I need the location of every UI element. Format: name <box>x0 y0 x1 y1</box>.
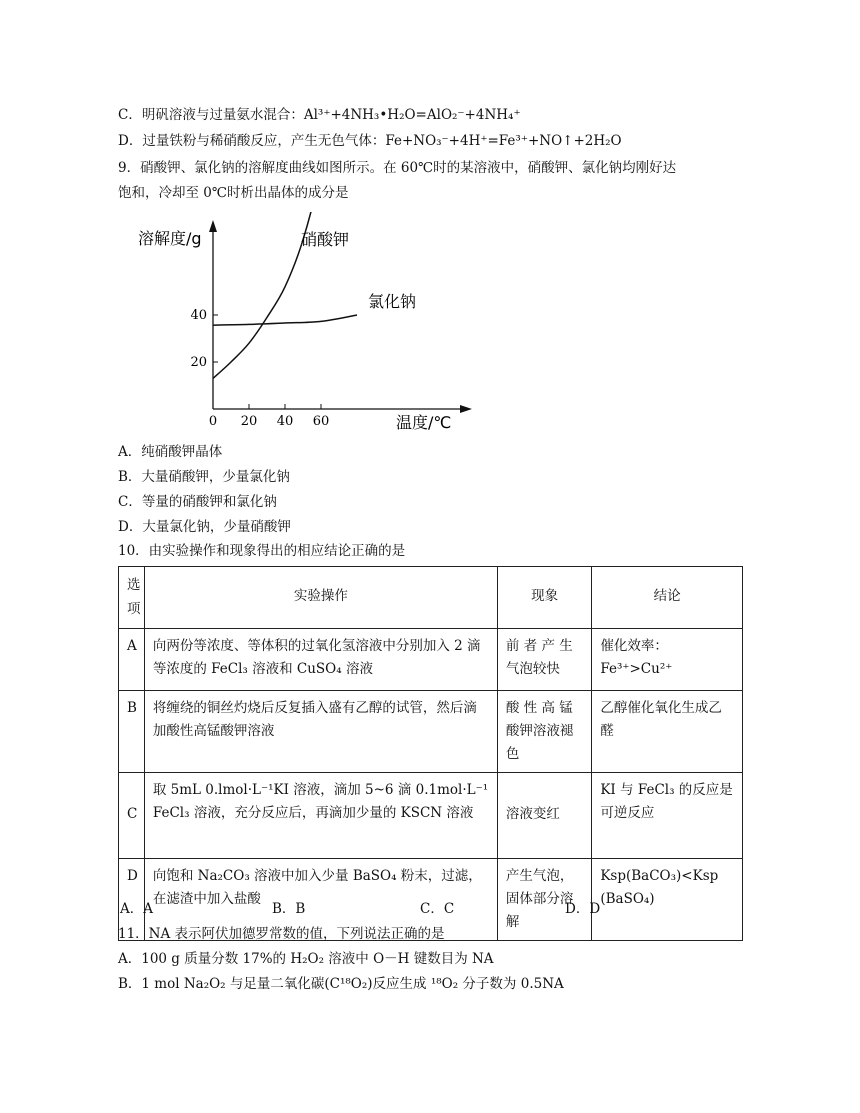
chart-ticks <box>190 308 329 429</box>
q9-option-b: B．大量硝酸钾，少量氯化钠 <box>118 469 290 485</box>
row-conclusion: KI 与 FeCl₃ 的反应是可逆反应 <box>592 773 743 859</box>
q11-stem: 11．NA 表示阿伏加德罗常数的值，下列说法正确的是 <box>118 926 445 942</box>
q11-option-b: B．1 mol Na₂O₂ 与足量二氧化碳(C¹⁸O₂)反应生成 ¹⁸O₂ 分子数为 0.5NA <box>118 976 564 992</box>
q10-stem: 10．由实验操作和现象得出的相应结论正确的是 <box>118 543 406 559</box>
series-label-kno3: 硝酸钾 <box>301 230 350 249</box>
row-option: D <box>119 859 145 941</box>
row-conclusion: 乙醇催化氧化生成乙醛 <box>592 691 743 773</box>
solubility-chart <box>118 212 478 434</box>
header-conclusion: 结论 <box>592 567 743 629</box>
q8-option-d <box>118 131 622 151</box>
y-axis-label: 溶解度/g <box>138 229 202 248</box>
table-row <box>119 691 743 773</box>
row-operation: 取 5mL 0.lmol·L⁻¹KI 溶液，滴加 5~6 滴 0.1mol·L⁻¹ FeCl₃ 溶液，充分反应后，再滴加少量的 KSCN 溶液 <box>144 773 497 859</box>
chart-labels <box>138 229 451 432</box>
header-phenomenon: 现象 <box>497 567 591 629</box>
header-option-line2: 项 <box>127 601 141 617</box>
row-phenomenon: 产生气泡，固体部分溶解 <box>497 859 591 941</box>
q9-option-c: C．等量的硝酸钾和氯化钠 <box>118 494 277 510</box>
row-option: B <box>119 691 145 773</box>
row-phenomenon: 酸 性 高 锰 酸钾溶液褪色 <box>497 691 591 773</box>
x-axis-arrow <box>460 405 472 413</box>
row-operation: 将缠绕的铜丝灼烧后反复插入盛有乙醇的试管，然后滴加酸性高锰酸钾溶液 <box>144 691 497 773</box>
header-option-line1: 选 <box>127 577 141 593</box>
q10-answer-d: D．D <box>565 901 601 917</box>
q8-option-d-label: D．过量铁粉与稀硝酸反应，产生无色气体： <box>118 133 386 149</box>
row-operation: 向饱和 Na₂CO₃ 溶液中加入少量 BaSO₄ 粉末，过滤，在滤渣中加入盐酸 <box>144 859 497 941</box>
q8-option-d-equation: Fe+NO₃⁻+4H⁺=Fe³⁺+NO↑+2H₂O <box>385 133 622 149</box>
q9-stem-line2: 饱和，冷却至 0℃时析出晶体的成分是 <box>118 185 349 201</box>
q10-answer-b: B．B <box>272 901 306 917</box>
table-row <box>119 629 743 691</box>
row-phenomenon: 前 者 产 生 气泡较快 <box>497 629 591 691</box>
q10-answer-a: A．A <box>120 901 153 917</box>
x-tick-label: 40 <box>276 414 294 429</box>
q8-option-c <box>118 105 521 125</box>
y-tick-label: 20 <box>190 355 207 370</box>
table-row <box>119 773 743 859</box>
y-tick-label: 40 <box>190 308 207 323</box>
x-tick-label: 0 <box>208 414 218 429</box>
row-option: C <box>119 773 145 859</box>
q9-stem-line1: 9．硝酸钾、氯化钠的溶解度曲线如图所示。在 60℃时的某溶液中，硝酸钾、氯化钠均刚好达 <box>118 160 677 176</box>
header-option <box>119 567 145 629</box>
x-axis-label: 温度/℃ <box>396 413 452 432</box>
row-conclusion: Ksp(BaCO₃)<Ksp (BaSO₄) <box>592 859 743 941</box>
table-header-row <box>119 567 743 629</box>
q9-option-a: A．纯硝酸钾晶体 <box>118 444 223 460</box>
row-operation: 向两份等浓度、等体积的过氧化氢溶液中分别加入 2 滴等浓度的 FeCl₃ 溶液和 CuSO₄ 溶液 <box>144 629 497 691</box>
header-operation: 实验操作 <box>144 567 497 629</box>
row-option: A <box>119 629 145 691</box>
row-phenomenon: 溶液变红 <box>497 773 591 859</box>
series-nacl-line <box>213 315 357 325</box>
experiment-table <box>118 566 743 941</box>
q8-option-c-equation: Al³⁺+4NH₃•H₂O=AlO₂⁻+4NH₄⁺ <box>303 107 521 123</box>
q10-answer-c: C．C <box>420 901 455 917</box>
y-axis-arrow <box>209 220 217 232</box>
series-label-nacl: 氯化钠 <box>368 292 417 311</box>
q9-option-d: D．大量氯化钠，少量硝酸钾 <box>118 519 291 535</box>
x-tick-label: 60 <box>312 414 330 429</box>
row-conclusion: 催化效率：Fe³⁺>Cu²⁺ <box>592 629 743 691</box>
q8-option-c-label: C．明矾溶液与过量氨水混合： <box>118 107 304 123</box>
q11-option-a: A．100 g 质量分数 17%的 H₂O₂ 溶液中 O－H 键数目为 NA <box>118 951 494 967</box>
x-tick-label: 20 <box>240 414 258 429</box>
